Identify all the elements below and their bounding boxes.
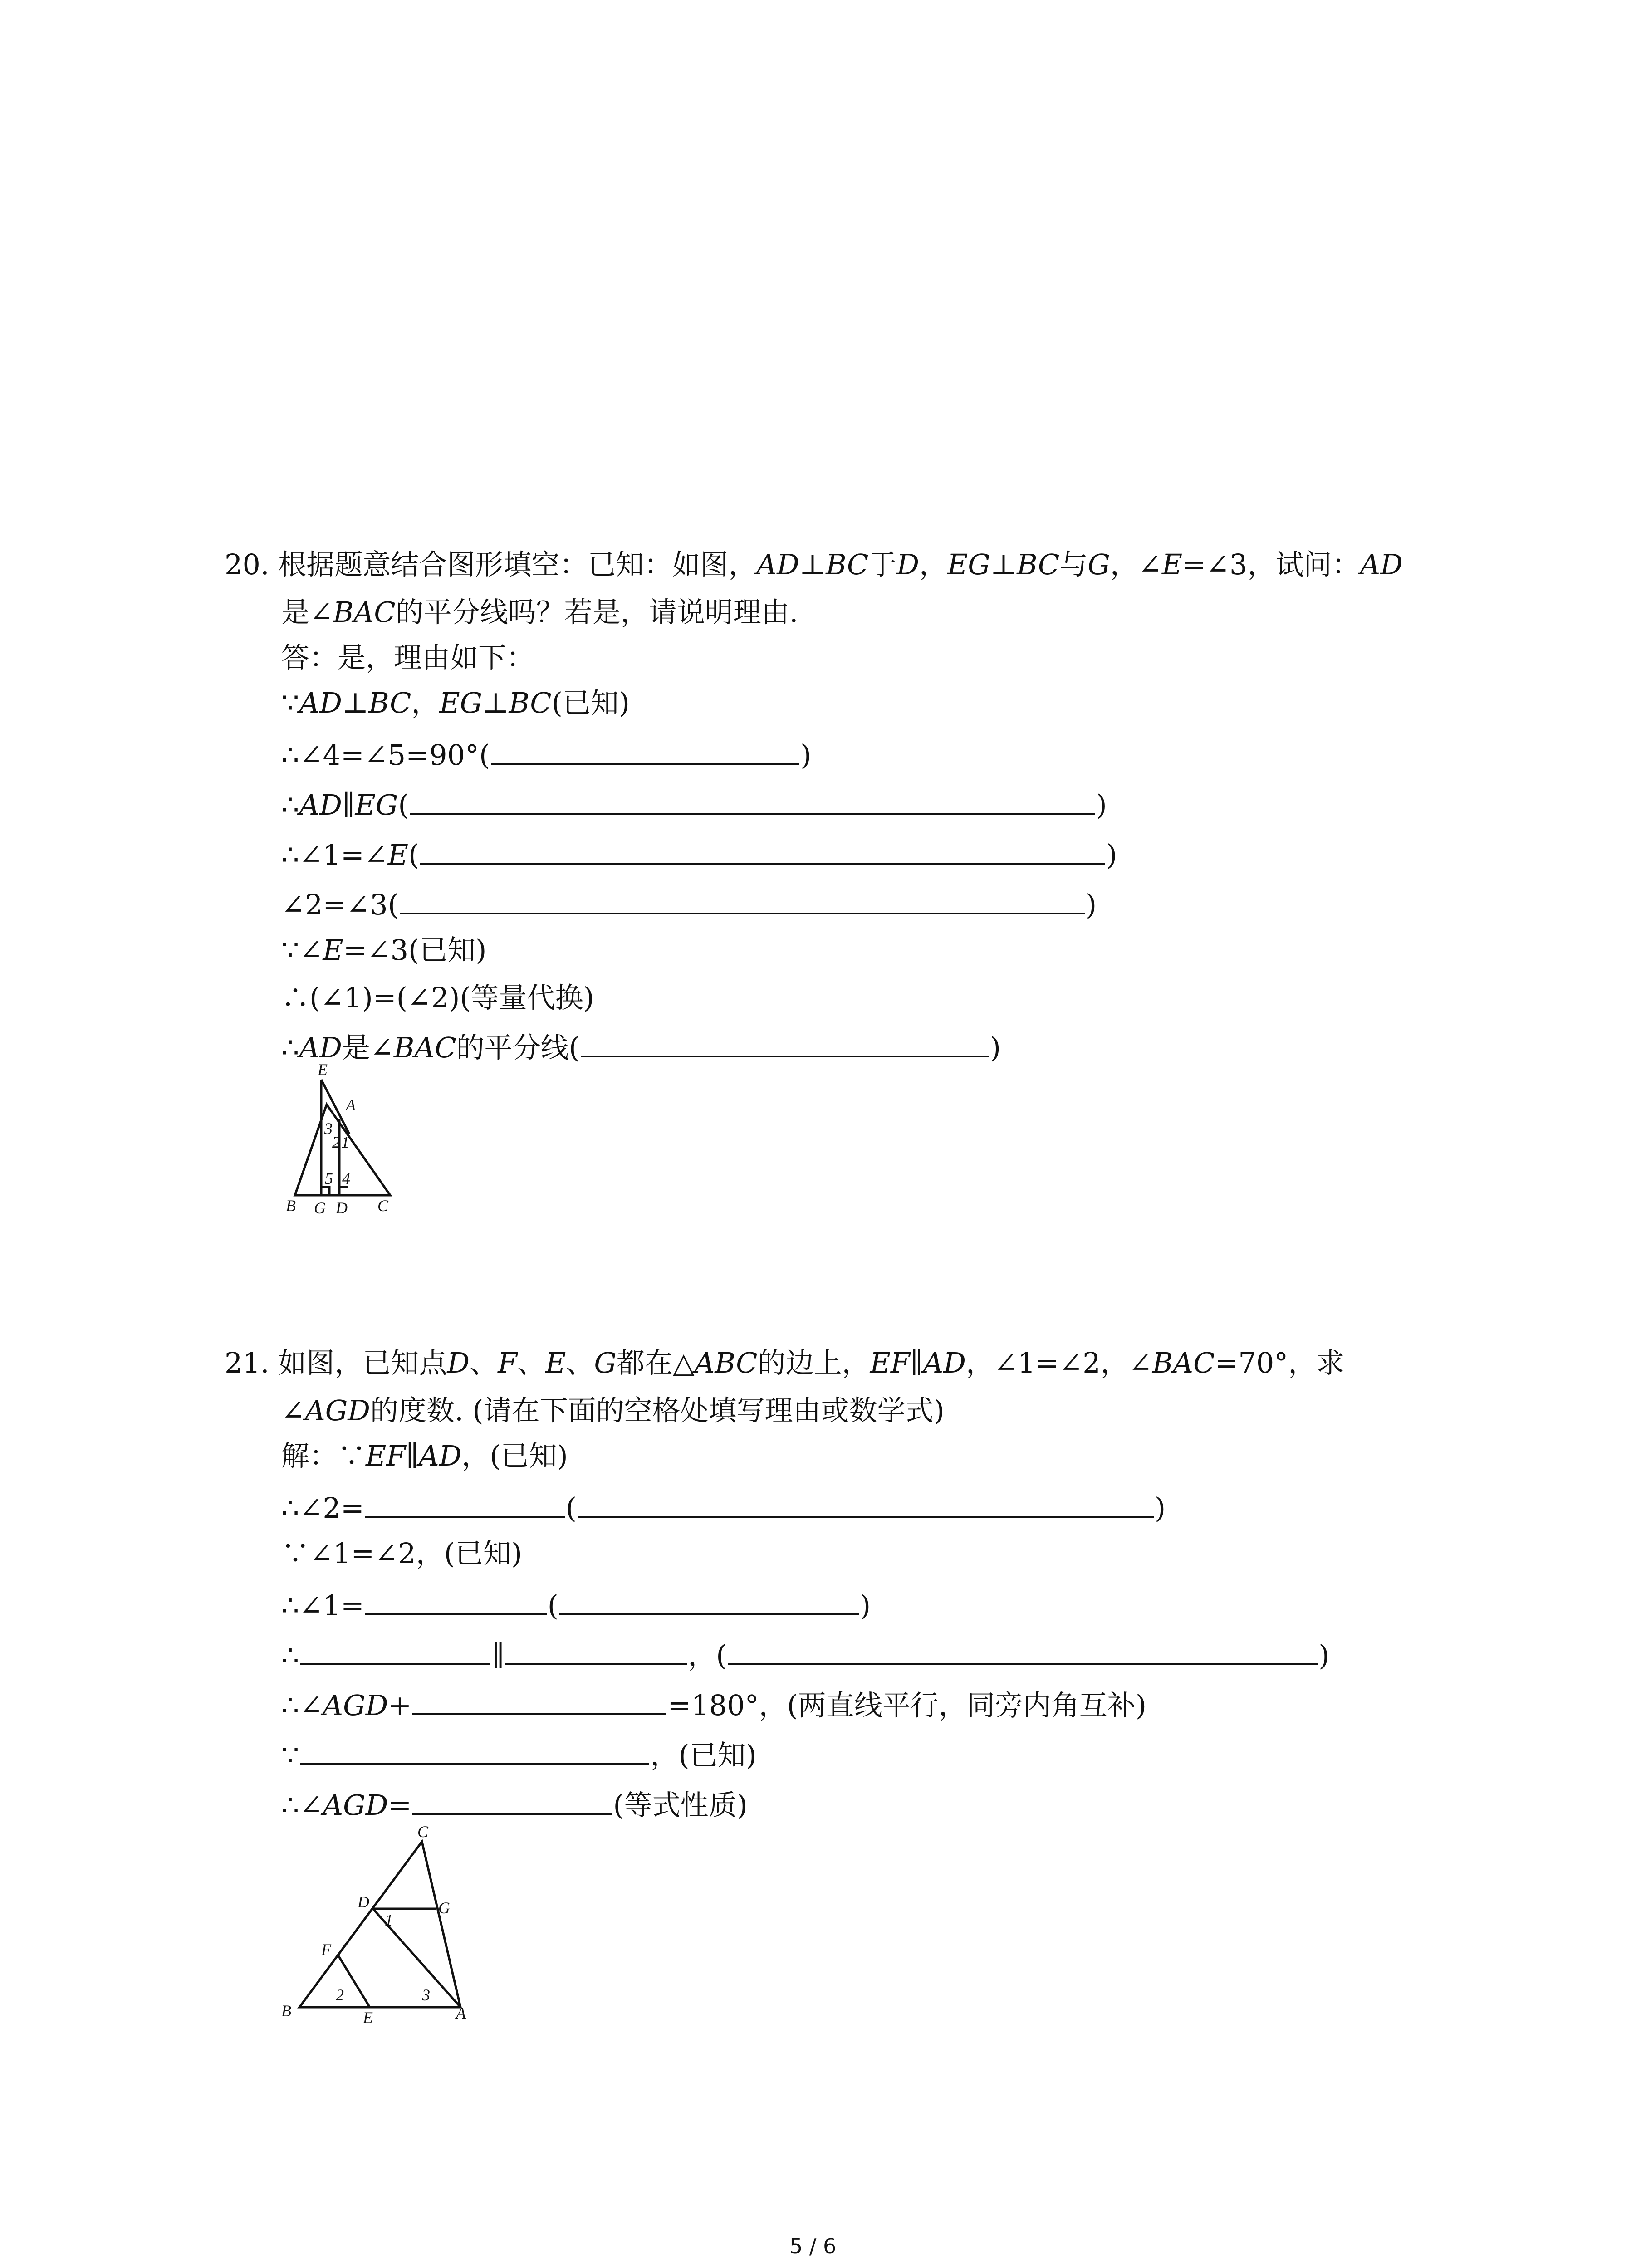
q20-answer-intro: 答：是，理由如下：	[281, 641, 535, 674]
q21-triangle-figure	[272, 1823, 481, 2023]
q20-step-conclusion: ∴AD是∠BAC的平分线( )	[281, 1027, 1001, 1066]
q21-step-result: ∴∠AGD= (等式性质)	[281, 1785, 748, 1823]
q20-step-substitution: ∴(∠1)=(∠2)(等量代换)	[281, 981, 594, 1014]
label-angle-5: 5	[325, 1169, 333, 1188]
label-angle-2: 2	[336, 1986, 344, 2004]
q21-number: 21.	[225, 1346, 269, 1379]
label-B: B	[281, 2002, 291, 2020]
q20-step-given-angles: ∵∠E=∠3(已知)	[281, 934, 487, 967]
q20-line-2: 是∠BAC的平分线吗？若是，请说明理由.	[281, 596, 798, 629]
label-E: E	[318, 1061, 328, 1079]
answer-blank[interactable]	[300, 1635, 490, 1665]
q20-triangle-figure	[272, 1061, 408, 1216]
q21-step-given-bac: ∵ ，(已知)	[281, 1735, 757, 1774]
q20-step-given: ∵AD⊥BC，EG⊥BC(已知)	[281, 686, 630, 719]
q21-step-given: 解：∵EF∥AD，(已知)	[281, 1439, 568, 1472]
reason-blank[interactable]	[578, 1488, 1154, 1518]
answer-blank[interactable]	[412, 1685, 666, 1715]
answer-blank[interactable]	[365, 1488, 565, 1518]
label-angle-2: 2	[332, 1133, 340, 1151]
label-A: A	[456, 2004, 466, 2022]
reason-blank[interactable]	[559, 1585, 859, 1615]
label-angle-3: 3	[422, 1986, 430, 2004]
label-G: G	[314, 1199, 326, 1216]
label-E: E	[363, 2009, 373, 2023]
label-C: C	[417, 1823, 429, 1841]
q20-step-angle2: ∠2=∠3( )	[281, 885, 1097, 923]
label-angle-4: 4	[342, 1169, 350, 1188]
q21-step-given-angles: ∵∠1=∠2，(已知)	[281, 1537, 523, 1570]
label-C: C	[377, 1197, 389, 1215]
q20-line-1: 20. 根据题意结合图形填空：已知：如图，AD⊥BC于D，EG⊥BC与G，∠E=∠3，试问：AD	[225, 548, 1403, 581]
label-angle-3: 3	[324, 1119, 333, 1138]
q20-number: 20.	[225, 548, 269, 581]
q21-step-angle1: ∴∠1= ( )	[281, 1585, 871, 1624]
q20-step-angle1: ∴∠1=∠E( )	[281, 835, 1117, 873]
reason-blank[interactable]	[491, 735, 799, 765]
reason-blank[interactable]	[728, 1635, 1318, 1665]
q21-step-parallel: ∴ ∥ ，( )	[281, 1635, 1330, 1674]
q20-step-right-angles: ∴∠4=∠5=90°( )	[281, 735, 811, 773]
page-number: 5 / 6	[789, 2234, 837, 2258]
reason-blank[interactable]	[410, 785, 1095, 815]
label-G: G	[438, 1899, 450, 1917]
label-F: F	[321, 1941, 331, 1959]
label-D: D	[336, 1199, 348, 1216]
reason-blank[interactable]	[581, 1027, 989, 1057]
q21-step-supplementary: ∴∠AGD+ =180°，(两直线平行，同旁内角互补)	[281, 1685, 1146, 1724]
label-angle-1: 1	[385, 1911, 393, 1929]
label-B: B	[286, 1197, 296, 1215]
label-A: A	[346, 1096, 356, 1114]
answer-blank[interactable]	[300, 1735, 649, 1765]
label-angle-1: 1	[341, 1133, 349, 1151]
reason-blank[interactable]	[400, 885, 1085, 914]
answer-blank[interactable]	[412, 1785, 612, 1815]
q21-line-1: 21. 如图，已知点D、F、E、G都在△ABC的边上，EF∥AD，∠1=∠2，∠BAC=70°，求	[225, 1346, 1345, 1379]
q20-step-parallel: ∴AD∥EG( )	[281, 785, 1107, 823]
q21-step-angle2: ∴∠2= ( )	[281, 1488, 1166, 1526]
answer-blank[interactable]	[505, 1635, 687, 1665]
q21-line-2: ∠AGD的度数. (请在下面的空格处填写理由或数学式)	[281, 1394, 945, 1427]
answer-blank[interactable]	[365, 1585, 547, 1615]
reason-blank[interactable]	[420, 835, 1105, 865]
label-D: D	[358, 1893, 369, 1911]
